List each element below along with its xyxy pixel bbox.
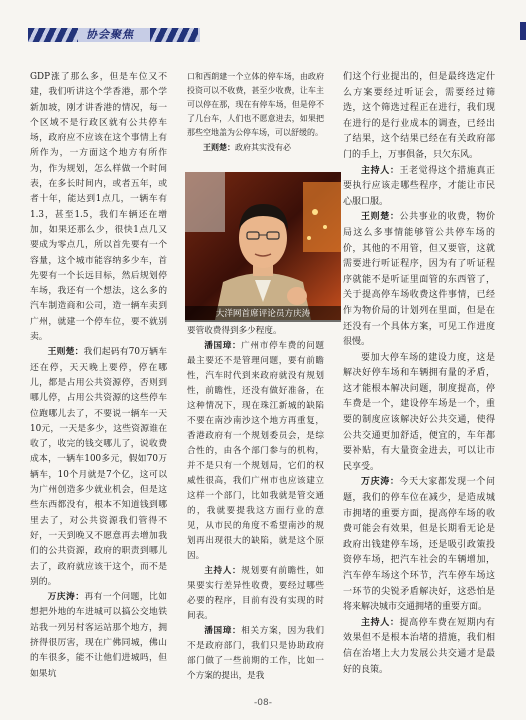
speaker-name: 潘国璋：: [204, 626, 242, 636]
column-2-top: [187, 70, 324, 156]
paragraph: 要加大停车场的建设力度，这是解决好停车场和车辆拥有量的矛盾，这才能根本解决问题，制度提高，停车费是一个，建设停车场是一个，重要的制度应该解决好公共交通，使得公共交通更加舒适，便宜的，车年都要补贴，有大量资金进去，可以让市民享受。: [343, 352, 495, 472]
section-title: 协会聚焦: [86, 28, 134, 41]
paragraph: 潘国璋：广州市停车费的问题最主要还不是管理问题，要有前瞻性，汽车时代到来政府就没有规划性，前瞻性，还没有做好准备，在这种情况下，现在珠江新城的缺陷不要在南沙南沙这个地方再重复，香港政府有一个规划委员会，是综合性的，由各个部门参与的机构，并不是只有一个规划局，它们的权威性很高，我们广州市也应该建立这样一个部门，比如我就是管交通的，我就要提我这方面行业的意见，从市民的角度不希望南沙的规划再出现很大的缺陷，就是这个原因。: [187, 341, 324, 561]
speaker-name: 主持人：: [361, 617, 400, 628]
paragraph: GDP涨了那么多，但是车位又不建，我们听讲这个学香港，那个学新加坡，刚才讲香港的情况，每一个区域不是行政区就有公共停车场，政府应不应该在这个事情上有所作为，一方面这个地方有所作为，作为规划，怎么样做一个时间表，在多长时间内，或者五年，或者十年，能达到1点几，一辆车有1.3，甚至1.5，我们车辆还在增加，如果还那么少，很快1点几又要成为零点几，所以首先要有一个容量，这个城市能容纳多少车，首先要有一个长远目标，然后规划停车场，我还有一个想法，这么多的汽车制造商和公司，造一辆车卖到广州，就建一个停车位，要不就别卖。: [30, 72, 167, 343]
speaker-name: 王则楚：: [47, 347, 84, 358]
paragraph: 万庆涛：今天大家都发现一个问题，我们的停车位在减少，是造成城市拥堵的重要方面，提高停车场的收费可能会有效果，但是长期看无论是政府出钱建停车场，还是吸引政策投资停车场，把汽车社会的车辆增加，汽车停车场这个环节，汽车停车场这一环节的尖锐矛盾解决好，这恐怕是将来解决城市交通拥堵的重要方面。: [343, 477, 495, 613]
stripe-decoration-right: [150, 28, 198, 42]
page-number: -08-: [254, 698, 272, 708]
paragraph: 主持人：提高停车费在短期内有效果但不是根本治堵的措施，我们相信在治堵上大力发展公共交通才是最好的良策。: [343, 617, 495, 675]
paragraph: 主持人：规划要有前瞻性，如果要实行差异性收费，要经过哪些必要的程序，目前有没有实现的时间表。: [187, 566, 324, 621]
speaker-name: 潘国璋：: [204, 341, 242, 351]
paragraph: 万庆涛：再有一个问题，比如想把外地的车进城可以搞公交地铁站我一列另村客运站那个地方，拥挤得很厉害，现在广佛同城，佛山的车很多，能不让他们进城吗，但如果坑: [30, 592, 167, 679]
speaker-photo: [185, 172, 341, 320]
photo-caption: 大洋网首席评论员方庆涛: [185, 306, 341, 322]
paragraph: 口和西朗建一个立体的停车场，由政府投资可以不收费，甚至少收费，让车主可以停在那，现在有停车场，但是停不了几台车，人们也不愿意进去，如果把那些空地盖为公停车场，可以舒缓的。: [187, 72, 324, 138]
paragraph: 要管收费得到多少程度。: [187, 326, 282, 336]
speaker-name: 主持人：: [204, 566, 242, 576]
speaker-name: 王则楚：: [203, 142, 235, 153]
paragraph: 王则楚：我们起码有70万辆车还在停，天天晚上要停，停在哪儿，都是占用公共资源停，否则到哪儿停，占用公共资源的这些停车位跑哪儿去了，不要说一辆车一天10元，一天是多少，这些资源谁在收了，收完的钱交哪儿了，说收费成本，一辆车100多元，假如70万辆车，10个月就是7个亿，这可以为广州创造多少就业机会，但是这些东西都没有，根本不知道钱到哪里去了，对公共资源我们管得不好，一天到晚又不愿意再去增加我们的公共资源，政府的职责到哪儿去了，政府就应该干这个，而不是别的。: [30, 347, 167, 587]
column-3: [343, 70, 495, 678]
paragraph: 王则楚：公共事业的收费，物价局这么多事情能够管公共停车场的价，其他的不用管，但又要管，这就需要进行听证程序，因为有了听证程序就能不是听证里面管的东西管了，关于提高停车场收费这件事情，已经作为物价局的计划列在里面，但是在还没有一个具体方案，可见工作进度很慢。: [343, 212, 495, 348]
stripe-decoration-left: [28, 28, 78, 42]
edge-tab-mark: [520, 22, 526, 40]
paragraph: 潘国璋：相关方案，因为我们不是政府部门，我们只是协助政府部门做了一些前期的工作，比如一个方案的提出，是我: [187, 626, 324, 681]
speaker-name: 主持人：: [361, 165, 400, 176]
speaker-photo-illustration: [185, 172, 341, 320]
speaker-name: 万庆涛：: [361, 477, 400, 488]
paragraph: 王则楚：政府其实没有必: [203, 142, 291, 153]
column-1: [30, 70, 167, 682]
paragraph: 们这个行业提出的，但是最终选定什么方案要经过听证会，需要经过筛选，这个筛选过程正在进行，我们现在进行的是行业成本的调查，已经出了结果，这个结果已经在有关政府部门的手上，万事俱备，只欠东风。: [343, 72, 495, 160]
column-2-bottom: [187, 324, 324, 684]
speaker-name: 万庆涛：: [47, 592, 85, 603]
paragraph: 主持人：王老觉得这个措施真正要执行应该走哪些程序，才能让市民心服口服。: [343, 165, 495, 207]
speaker-name: 王则楚：: [361, 212, 400, 223]
